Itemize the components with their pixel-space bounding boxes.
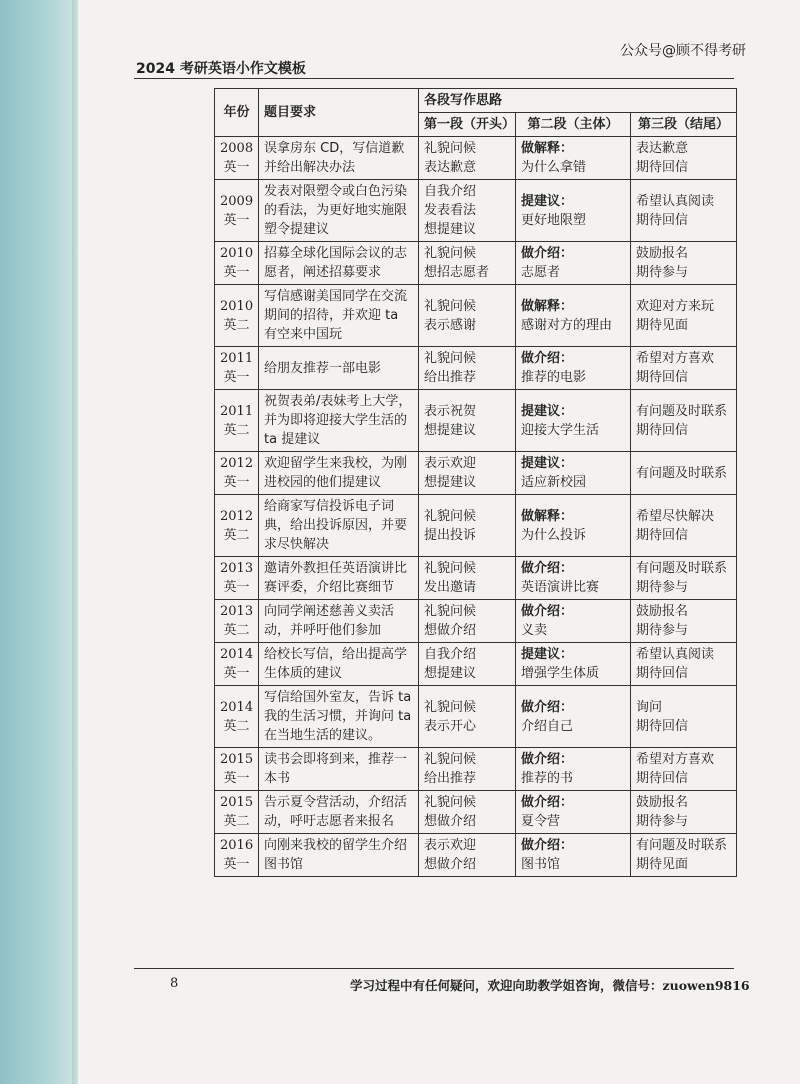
- paragraph-1-cell-text: 礼貌问候: [424, 795, 477, 810]
- year-cell-text: 英一: [223, 160, 250, 175]
- paragraph-1-cell-text: 自我介绍: [424, 184, 477, 199]
- paragraph-1-cell-text: 发表看法 想提建议: [424, 203, 477, 237]
- requirement-cell: [259, 390, 419, 452]
- paragraph-1-cell: [419, 791, 516, 834]
- table-row: [215, 834, 737, 877]
- year-cell: [215, 180, 259, 242]
- paragraph-3-cell-text: 期待回信: [636, 212, 689, 228]
- paragraph-3-cell-text: 询问: [636, 699, 663, 715]
- paragraph-2-cell-text: 推荐的电影: [521, 370, 587, 385]
- year-cell-text: 2010: [220, 298, 254, 314]
- requirement-cell-text: 邀请外教担任英语演讲比赛评委，介绍比赛细节: [264, 561, 408, 595]
- paragraph-2-cell: [516, 557, 631, 600]
- table-row: [215, 137, 737, 180]
- paragraph-3-cell-text: 期待回信: [636, 160, 689, 175]
- requirement-cell-text: 读书会即将到来，推荐一本书: [264, 752, 408, 786]
- account-label: 公众号@顾不得考研: [620, 43, 746, 59]
- year-cell-text: 2016: [220, 838, 254, 853]
- paragraph-1-cell-text: 想提建议: [424, 666, 477, 681]
- paragraph-3-cell-text: 希望对方喜欢: [636, 752, 715, 767]
- year-cell: [215, 791, 259, 834]
- year-cell-text: 英二: [223, 814, 250, 829]
- paragraph-3-cell: [631, 834, 737, 877]
- requirement-cell-text: 发表对限塑令或白色污染的看法，为更好地实施限塑令提建议: [264, 184, 408, 237]
- requirement-cell-text: 写信感谢美国同学在交流期间的招待，并欢迎 ta 有空来中国玩: [264, 289, 408, 342]
- year-cell: [215, 557, 259, 600]
- paragraph-1-cell: [419, 834, 516, 877]
- paragraph-1-cell: [419, 347, 516, 390]
- year-cell-text: 2011: [220, 351, 254, 366]
- paragraph-2-cell: [516, 834, 631, 877]
- year-cell-text: 英二: [223, 623, 250, 638]
- paragraph-2-cell-text: 做介绍：: [521, 699, 574, 715]
- year-cell: [215, 600, 259, 643]
- year-cell-text: 2009: [220, 193, 254, 209]
- requirement-cell-text: 欢迎留学生来我校，为刚进校园的他们提建议: [264, 456, 408, 490]
- paragraph-1-cell: [419, 452, 516, 495]
- paragraph-1-cell-text: 想做介绍: [424, 857, 477, 872]
- paragraph-2-cell-text: 做介绍：: [521, 752, 574, 767]
- paragraph-3-cell-text: 期待见面: [636, 317, 689, 333]
- paragraph-2-cell: [516, 285, 631, 347]
- paragraph-3-cell-text: 期待见面: [636, 857, 689, 872]
- table-row: [215, 748, 737, 791]
- year-cell: [215, 390, 259, 452]
- requirement-cell-text: 误拿房东 CD，写信道歉并给出解决办法: [264, 141, 405, 175]
- paragraph-3-cell-text: 期待参与: [636, 623, 689, 638]
- paragraph-2-cell-text: 做介绍：: [521, 604, 574, 619]
- year-cell-text: 英二: [223, 422, 250, 438]
- requirement-cell: [259, 686, 419, 748]
- table-row: [215, 495, 737, 557]
- paragraph-1-cell-text: 给出推荐: [424, 771, 477, 786]
- requirement-cell: [259, 643, 419, 686]
- paragraph-3-cell-text: 期待参与: [636, 265, 689, 280]
- paragraph-2-cell-text: 为什么投诉: [521, 527, 587, 543]
- paragraph-1-cell: [419, 495, 516, 557]
- paragraph-3-cell-text: 表达歉意: [636, 141, 689, 156]
- paragraph-2-cell-text: 夏令营: [521, 814, 561, 829]
- year-cell: [215, 452, 259, 495]
- requirement-cell-text: 写信给国外室友，告诉 ta 我的生活习惯，并询问 ta 在当地生活的建议。: [264, 690, 412, 743]
- paragraph-2-cell-text: 做介绍：: [521, 561, 574, 576]
- paragraph-1-cell-text: 想做介绍: [424, 814, 477, 829]
- paragraph-2-cell-text: 做介绍：: [521, 795, 574, 810]
- year-cell-text: 2008: [220, 141, 254, 156]
- paragraph-2-cell-text: 适应新校园: [521, 475, 587, 490]
- paragraph-3-cell-text: 希望认真阅读: [636, 193, 715, 209]
- book-binding-edge: [0, 0, 78, 1084]
- paragraph-2-cell-text: 提建议：: [521, 403, 574, 419]
- year-cell-text: 英一: [223, 666, 250, 681]
- paragraph-3-cell-text: 期待回信: [636, 422, 689, 438]
- paragraph-3-cell: [631, 686, 737, 748]
- paragraph-2-cell-text: 做介绍：: [521, 246, 574, 261]
- year-cell: [215, 347, 259, 390]
- requirement-cell-text: 告示夏令营活动，介绍活动，呼吁志愿者来报名: [264, 795, 408, 829]
- paragraph-3-cell-text: 期待回信: [636, 666, 689, 681]
- paragraph-3-cell: [631, 643, 737, 686]
- requirement-cell: [259, 557, 419, 600]
- paragraph-2-cell: [516, 643, 631, 686]
- header-year: 年份: [215, 89, 259, 137]
- paragraph-3-cell: [631, 557, 737, 600]
- paragraph-3-cell-text: 有问题及时联系: [636, 465, 728, 481]
- paragraph-2-cell: [516, 180, 631, 242]
- year-cell: [215, 242, 259, 285]
- wechat-id: zuowen9816: [662, 978, 750, 993]
- year-cell-text: 2011: [220, 403, 254, 419]
- paragraph-3-cell-text: 欢迎对方来玩: [636, 298, 715, 314]
- paragraph-1-cell-text: 给出推荐: [424, 370, 477, 385]
- year-cell-text: 英二: [223, 527, 250, 543]
- paragraph-2-cell: [516, 686, 631, 748]
- paragraph-3-cell-text: 期待回信: [636, 370, 689, 385]
- paragraph-2-cell-text: 做介绍：: [521, 351, 574, 366]
- table-row: [215, 390, 737, 452]
- footer-note: [350, 976, 750, 994]
- year-cell-text: 英一: [223, 212, 250, 228]
- paragraph-3-cell: [631, 285, 737, 347]
- paragraph-2-cell-text: 提建议：: [521, 647, 574, 662]
- year-cell-text: 2012: [220, 456, 254, 471]
- header-paragraph-2: 第二段（主体）: [516, 113, 631, 137]
- paragraph-2-cell-text: 更好地限塑: [521, 212, 587, 228]
- requirement-cell-text: 给朋友推荐一部电影: [264, 360, 382, 376]
- header-divider: [134, 78, 734, 79]
- requirement-cell: [259, 495, 419, 557]
- paragraph-1-cell-text: 表示开心: [424, 718, 477, 734]
- table-row: [215, 347, 737, 390]
- requirement-cell-text: 祝贺表弟/表妹考上大学，并为即将迎接大学生活的 ta 提建议: [264, 394, 412, 447]
- paragraph-3-cell-text: 期待回信: [636, 718, 689, 734]
- requirement-cell: [259, 834, 419, 877]
- year-cell-text: 英一: [223, 857, 250, 872]
- paragraph-1-cell-text: 表示祝贺: [424, 403, 477, 419]
- year-cell-text: 2014: [220, 699, 254, 715]
- year-cell-text: 2010: [220, 246, 254, 261]
- paragraph-3-cell-text: 鼓励报名: [636, 604, 689, 619]
- paragraph-2-cell-text: 推荐的书: [521, 771, 574, 786]
- paragraph-1-cell-text: 发出邀请: [424, 580, 477, 595]
- paragraph-1-cell-text: 礼貌问候: [424, 508, 477, 524]
- table-row: [215, 180, 737, 242]
- year-cell-text: 英一: [223, 475, 250, 490]
- requirement-cell: [259, 242, 419, 285]
- requirement-cell: [259, 600, 419, 643]
- year-cell: [215, 495, 259, 557]
- year-cell: [215, 686, 259, 748]
- requirement-cell-text: 招募全球化国际会议的志愿者，阐述招募要求: [264, 246, 408, 280]
- paragraph-1-cell-text: 礼貌问候: [424, 298, 477, 314]
- footer-divider: [134, 968, 734, 969]
- year-cell-text: 2014: [220, 647, 254, 662]
- year-cell: [215, 834, 259, 877]
- document-title: 2024 考研英语小作文模板: [136, 61, 306, 77]
- table-row: [215, 600, 737, 643]
- writing-template-table: [214, 88, 737, 877]
- paragraph-1-cell: [419, 643, 516, 686]
- paragraph-2-cell-text: 介绍自己: [521, 718, 574, 734]
- paragraph-1-cell-text: 想做介绍: [424, 623, 477, 638]
- table-row: [215, 557, 737, 600]
- paragraph-3-cell: [631, 452, 737, 495]
- requirement-cell: [259, 791, 419, 834]
- paragraph-3-cell: [631, 600, 737, 643]
- paragraph-2-cell-text: 做介绍：: [521, 838, 574, 853]
- paragraph-1-cell: [419, 600, 516, 643]
- requirement-cell: [259, 748, 419, 791]
- paragraph-1-cell: [419, 180, 516, 242]
- requirement-cell-text: 给商家写信投诉电子词典，给出投诉原因，并要求尽快解决: [264, 499, 408, 552]
- year-cell-text: 2015: [220, 752, 254, 767]
- paragraph-1-cell-text: 礼貌问候: [424, 752, 477, 767]
- paragraph-3-cell-text: 希望尽快解决: [636, 508, 715, 524]
- paragraph-2-cell-text: 做解释：: [521, 141, 574, 156]
- year-cell-text: 2013: [220, 604, 254, 619]
- paragraph-3-cell-text: 有问题及时联系: [636, 403, 728, 419]
- table-row: [215, 452, 737, 495]
- paragraph-2-cell-text: 为什么拿错: [521, 160, 587, 175]
- paragraph-2-cell-text: 图书馆: [521, 857, 561, 872]
- year-cell-text: 英一: [223, 580, 250, 595]
- paragraph-1-cell: [419, 748, 516, 791]
- table-row: [215, 791, 737, 834]
- paragraph-1-cell-text: 想提建议: [424, 422, 477, 438]
- page-number: 8: [170, 976, 179, 991]
- year-cell-text: 2013: [220, 561, 254, 576]
- paragraph-2-cell: [516, 137, 631, 180]
- table-row: [215, 285, 737, 347]
- year-cell-text: 2012: [220, 508, 254, 524]
- header-paragraph-ideas: 各段写作思路: [419, 89, 737, 113]
- paragraph-3-cell: [631, 390, 737, 452]
- paragraph-3-cell-text: 鼓励报名: [636, 795, 689, 810]
- table-header-row: [215, 89, 737, 113]
- requirement-cell: [259, 180, 419, 242]
- paragraph-2-cell: [516, 452, 631, 495]
- requirement-cell: [259, 285, 419, 347]
- paragraph-1-cell-text: 想提建议: [424, 475, 477, 490]
- paragraph-1-cell: [419, 390, 516, 452]
- paragraph-3-cell: [631, 748, 737, 791]
- year-cell-text: 2015: [220, 795, 254, 810]
- requirement-cell-text: 向刚来我校的留学生介绍图书馆: [264, 838, 408, 872]
- paragraph-2-cell: [516, 495, 631, 557]
- table-row: [215, 686, 737, 748]
- paragraph-1-cell-text: 提出投诉: [424, 527, 477, 543]
- header-requirement: 题目要求: [259, 89, 419, 137]
- requirement-cell-text: 给校长写信，给出提高学生体质的建议: [264, 647, 408, 681]
- paragraph-3-cell: [631, 495, 737, 557]
- paragraph-2-cell-text: 提建议：: [521, 193, 574, 209]
- paragraph-3-cell-text: 期待参与: [636, 814, 689, 829]
- paragraph-2-cell-text: 迎接大学生活: [521, 422, 600, 438]
- paragraph-1-cell-text: 表达歉意: [424, 160, 477, 175]
- paragraph-2-cell-text: 做解释：: [521, 508, 574, 524]
- paragraph-2-cell-text: 义卖: [521, 623, 548, 638]
- requirement-cell-text: 向同学阐述慈善义卖活动，并呼吁他们参加: [264, 604, 395, 638]
- year-cell-text: 英二: [223, 718, 250, 734]
- paragraph-2-cell-text: 志愿者: [521, 265, 561, 280]
- year-cell-text: 英一: [223, 771, 250, 786]
- paragraph-3-cell: [631, 791, 737, 834]
- paragraph-3-cell-text: 期待回信: [636, 771, 689, 786]
- paragraph-2-cell: [516, 347, 631, 390]
- header-paragraph-3: 第三段（结尾）: [631, 113, 737, 137]
- paragraph-2-cell-text: 做解释：: [521, 298, 574, 314]
- paragraph-1-cell-text: 想招志愿者: [424, 265, 490, 280]
- requirement-cell: [259, 137, 419, 180]
- paragraph-3-cell-text: 期待回信: [636, 527, 689, 543]
- requirement-cell: [259, 452, 419, 495]
- year-cell: [215, 643, 259, 686]
- paragraph-3-cell-text: 有问题及时联系: [636, 561, 728, 576]
- table-row: [215, 643, 737, 686]
- year-cell-text: 英一: [223, 265, 250, 280]
- paragraph-2-cell: [516, 748, 631, 791]
- paragraph-1-cell-text: 礼貌问候: [424, 604, 477, 619]
- paragraph-2-cell-text: 提建议：: [521, 456, 574, 471]
- year-cell: [215, 137, 259, 180]
- paragraph-3-cell-text: 鼓励报名: [636, 246, 689, 261]
- paragraph-2-cell: [516, 390, 631, 452]
- paragraph-1-cell-text: 礼貌问候: [424, 699, 477, 715]
- paragraph-2-cell-text: 增强学生体质: [521, 666, 600, 681]
- paragraph-2-cell: [516, 600, 631, 643]
- paragraph-3-cell-text: 希望对方喜欢: [636, 351, 715, 366]
- header-paragraph-1: 第一段（开头）: [419, 113, 516, 137]
- paragraph-3-cell: [631, 180, 737, 242]
- paragraph-1-cell-text: 表示感谢: [424, 317, 477, 333]
- year-cell-text: 英二: [223, 317, 250, 333]
- paragraph-1-cell-text: 礼貌问候: [424, 561, 477, 576]
- paragraph-3-cell-text: 有问题及时联系: [636, 838, 728, 853]
- paragraph-3-cell: [631, 347, 737, 390]
- paragraph-2-cell-text: 感谢对方的理由: [521, 317, 613, 333]
- paragraph-1-cell-text: 礼貌问候: [424, 246, 477, 261]
- table-body: [215, 137, 737, 877]
- year-cell-text: 英一: [223, 370, 250, 385]
- table-row: [215, 242, 737, 285]
- year-cell: [215, 748, 259, 791]
- paragraph-3-cell: [631, 242, 737, 285]
- year-cell: [215, 285, 259, 347]
- requirement-cell: [259, 347, 419, 390]
- paragraph-1-cell: [419, 557, 516, 600]
- paragraph-2-cell: [516, 791, 631, 834]
- paragraph-1-cell: [419, 242, 516, 285]
- paragraph-1-cell-text: 表示欢迎: [424, 456, 477, 471]
- paragraph-3-cell-text: 希望认真阅读: [636, 647, 715, 662]
- paragraph-3-cell: [631, 137, 737, 180]
- paragraph-1-cell: [419, 285, 516, 347]
- paragraph-2-cell: [516, 242, 631, 285]
- paragraph-1-cell-text: 礼貌问候: [424, 351, 477, 366]
- footer-note-text: 学习过程中有任何疑问，欢迎向助教学姐咨询，微信号：: [350, 978, 663, 993]
- paragraph-1-cell: [419, 686, 516, 748]
- paragraph-1-cell-text: 礼貌问候: [424, 141, 477, 156]
- paragraph-2-cell-text: 英语演讲比赛: [521, 580, 600, 595]
- paragraph-1-cell: [419, 137, 516, 180]
- paragraph-3-cell-text: 期待参与: [636, 580, 689, 595]
- paragraph-1-cell-text: 表示欢迎: [424, 838, 477, 853]
- paragraph-1-cell-text: 自我介绍: [424, 647, 477, 662]
